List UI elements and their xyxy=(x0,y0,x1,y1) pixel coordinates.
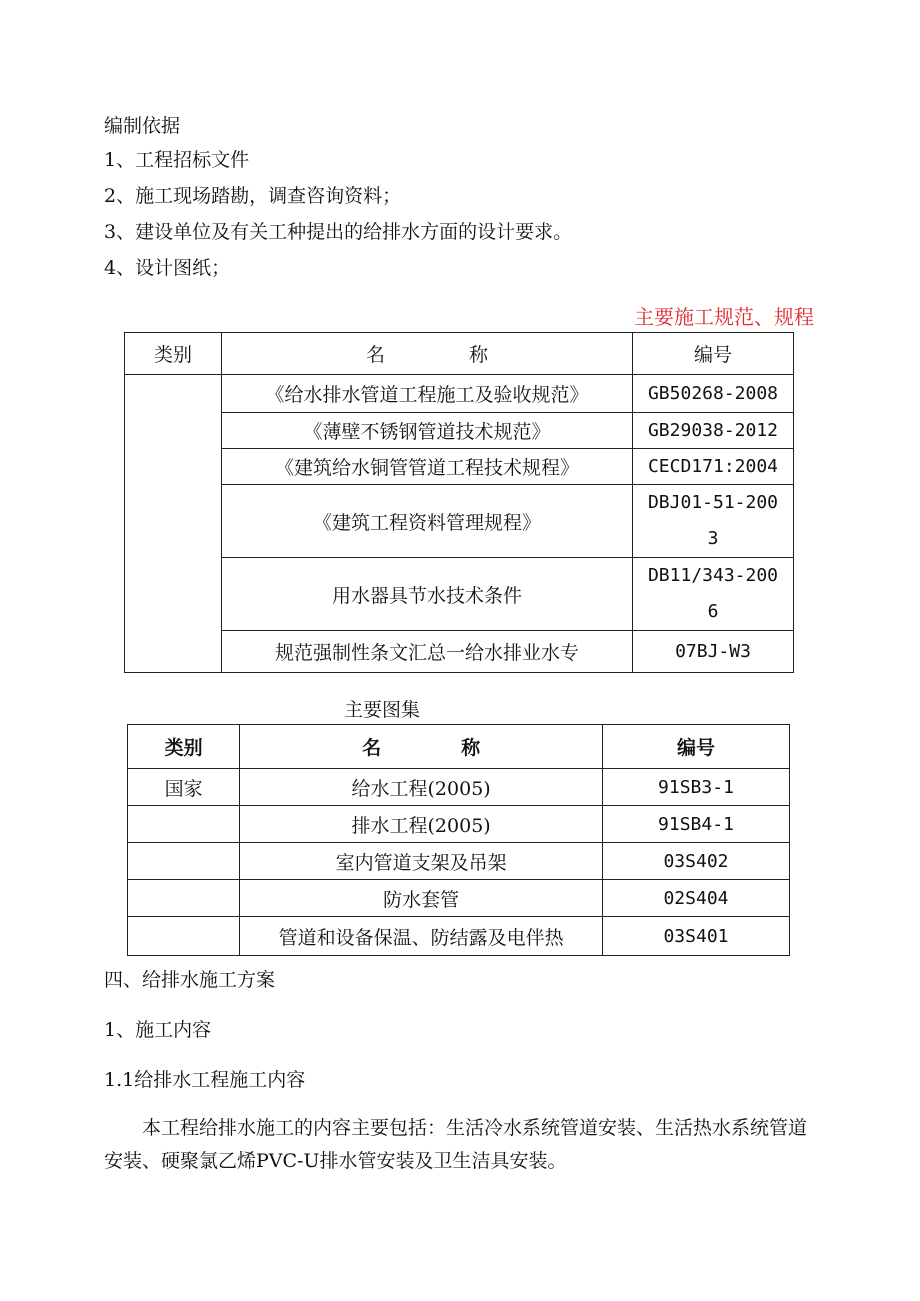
basis-item-2: 2、施工现场踏勘，调查咨询资料； xyxy=(104,185,402,207)
standard-name: 《给水排水管道工程施工及验收规范》 xyxy=(222,375,633,413)
atlas-code: 03S401 xyxy=(602,917,789,956)
table-row xyxy=(128,769,790,806)
standards-title: 主要施工规范、规程 xyxy=(634,305,814,329)
standard-code: GB29038-2012 xyxy=(633,413,794,449)
basis-heading: 编制依据 xyxy=(104,115,181,137)
header-category: 类别 xyxy=(125,333,222,375)
standards-table xyxy=(124,332,794,673)
table-row xyxy=(128,843,790,880)
basis-item-1: 1、工程招标文件 xyxy=(104,149,250,171)
header-name-part1: 名 xyxy=(362,737,382,759)
atlas-code: 03S402 xyxy=(602,843,789,880)
standard-code xyxy=(633,485,794,558)
atlas-code: 91SB4-1 xyxy=(602,806,789,843)
table-row xyxy=(125,413,794,449)
content-paragraph: 本工程给排水施工的内容主要包括：生活冷水系统管道安装、生活热水系统管道安装、硬聚氯乙烯PVC-U排水管安装及卫生洁具安装。 xyxy=(104,1117,808,1172)
standard-code: 07BJ-W3 xyxy=(633,631,794,673)
standard-code: GB50268-2008 xyxy=(633,375,794,413)
table-row xyxy=(128,917,790,956)
table-header-row xyxy=(128,725,790,769)
atlas-table xyxy=(127,724,790,956)
table-row xyxy=(125,375,794,413)
atlas-category xyxy=(128,880,240,917)
header-name xyxy=(222,333,633,375)
header-name-part2: 称 xyxy=(469,344,489,366)
standard-code-line1: DB11/343-200 xyxy=(647,565,779,586)
category-cell-empty xyxy=(125,375,222,673)
standard-code-line2: 6 xyxy=(707,601,719,622)
atlas-name: 防水套管 xyxy=(240,880,603,917)
standard-name: 规范强制性条文汇总一给水排业水专 xyxy=(222,631,633,673)
table-row xyxy=(125,485,794,558)
header-name-part2: 称 xyxy=(461,737,481,759)
atlas-title: 主要图集 xyxy=(344,699,421,721)
table-row xyxy=(128,806,790,843)
subsubsection-heading: 1.1给排水工程施工内容 xyxy=(104,1069,306,1091)
standard-code-line2: 3 xyxy=(707,528,719,549)
basis-item-4: 4、设计图纸； xyxy=(104,257,231,279)
atlas-category xyxy=(128,806,240,843)
header-name-part1: 名 xyxy=(365,344,385,366)
atlas-name: 排水工程(2005) xyxy=(240,806,603,843)
atlas-name: 管道和设备保温、防结露及电伴热 xyxy=(240,917,603,956)
subsection-heading: 1、施工内容 xyxy=(104,1019,212,1041)
header-code: 编号 xyxy=(633,333,794,375)
table-row xyxy=(128,880,790,917)
atlas-category xyxy=(128,917,240,956)
standard-code-line1: DBJ01-51-200 xyxy=(647,492,779,513)
standard-name: 《薄壁不锈钢管道技术规范》 xyxy=(222,413,633,449)
atlas-code: 02S404 xyxy=(602,880,789,917)
table-row xyxy=(125,449,794,485)
section-heading: 四、给排水施工方案 xyxy=(104,969,276,991)
atlas-category xyxy=(128,843,240,880)
standard-name: 用水器具节水技术条件 xyxy=(222,558,633,631)
header-category: 类别 xyxy=(128,725,240,769)
table-row xyxy=(125,558,794,631)
basis-item-3: 3、建设单位及有关工种提出的给排水方面的设计要求。 xyxy=(104,221,573,243)
atlas-name: 室内管道支架及吊架 xyxy=(240,843,603,880)
standard-name: 《建筑给水铜管管道工程技术规程》 xyxy=(222,449,633,485)
standard-code xyxy=(633,558,794,631)
table-header-row xyxy=(125,333,794,375)
table-row xyxy=(125,631,794,673)
atlas-code: 91SB3-1 xyxy=(602,769,789,806)
header-code: 编号 xyxy=(602,725,789,769)
standard-code: CECD171:2004 xyxy=(633,449,794,485)
standard-name: 《建筑工程资料管理规程》 xyxy=(222,485,633,558)
atlas-name: 给水工程(2005) xyxy=(240,769,603,806)
header-name xyxy=(240,725,603,769)
atlas-category: 国家 xyxy=(128,769,240,806)
